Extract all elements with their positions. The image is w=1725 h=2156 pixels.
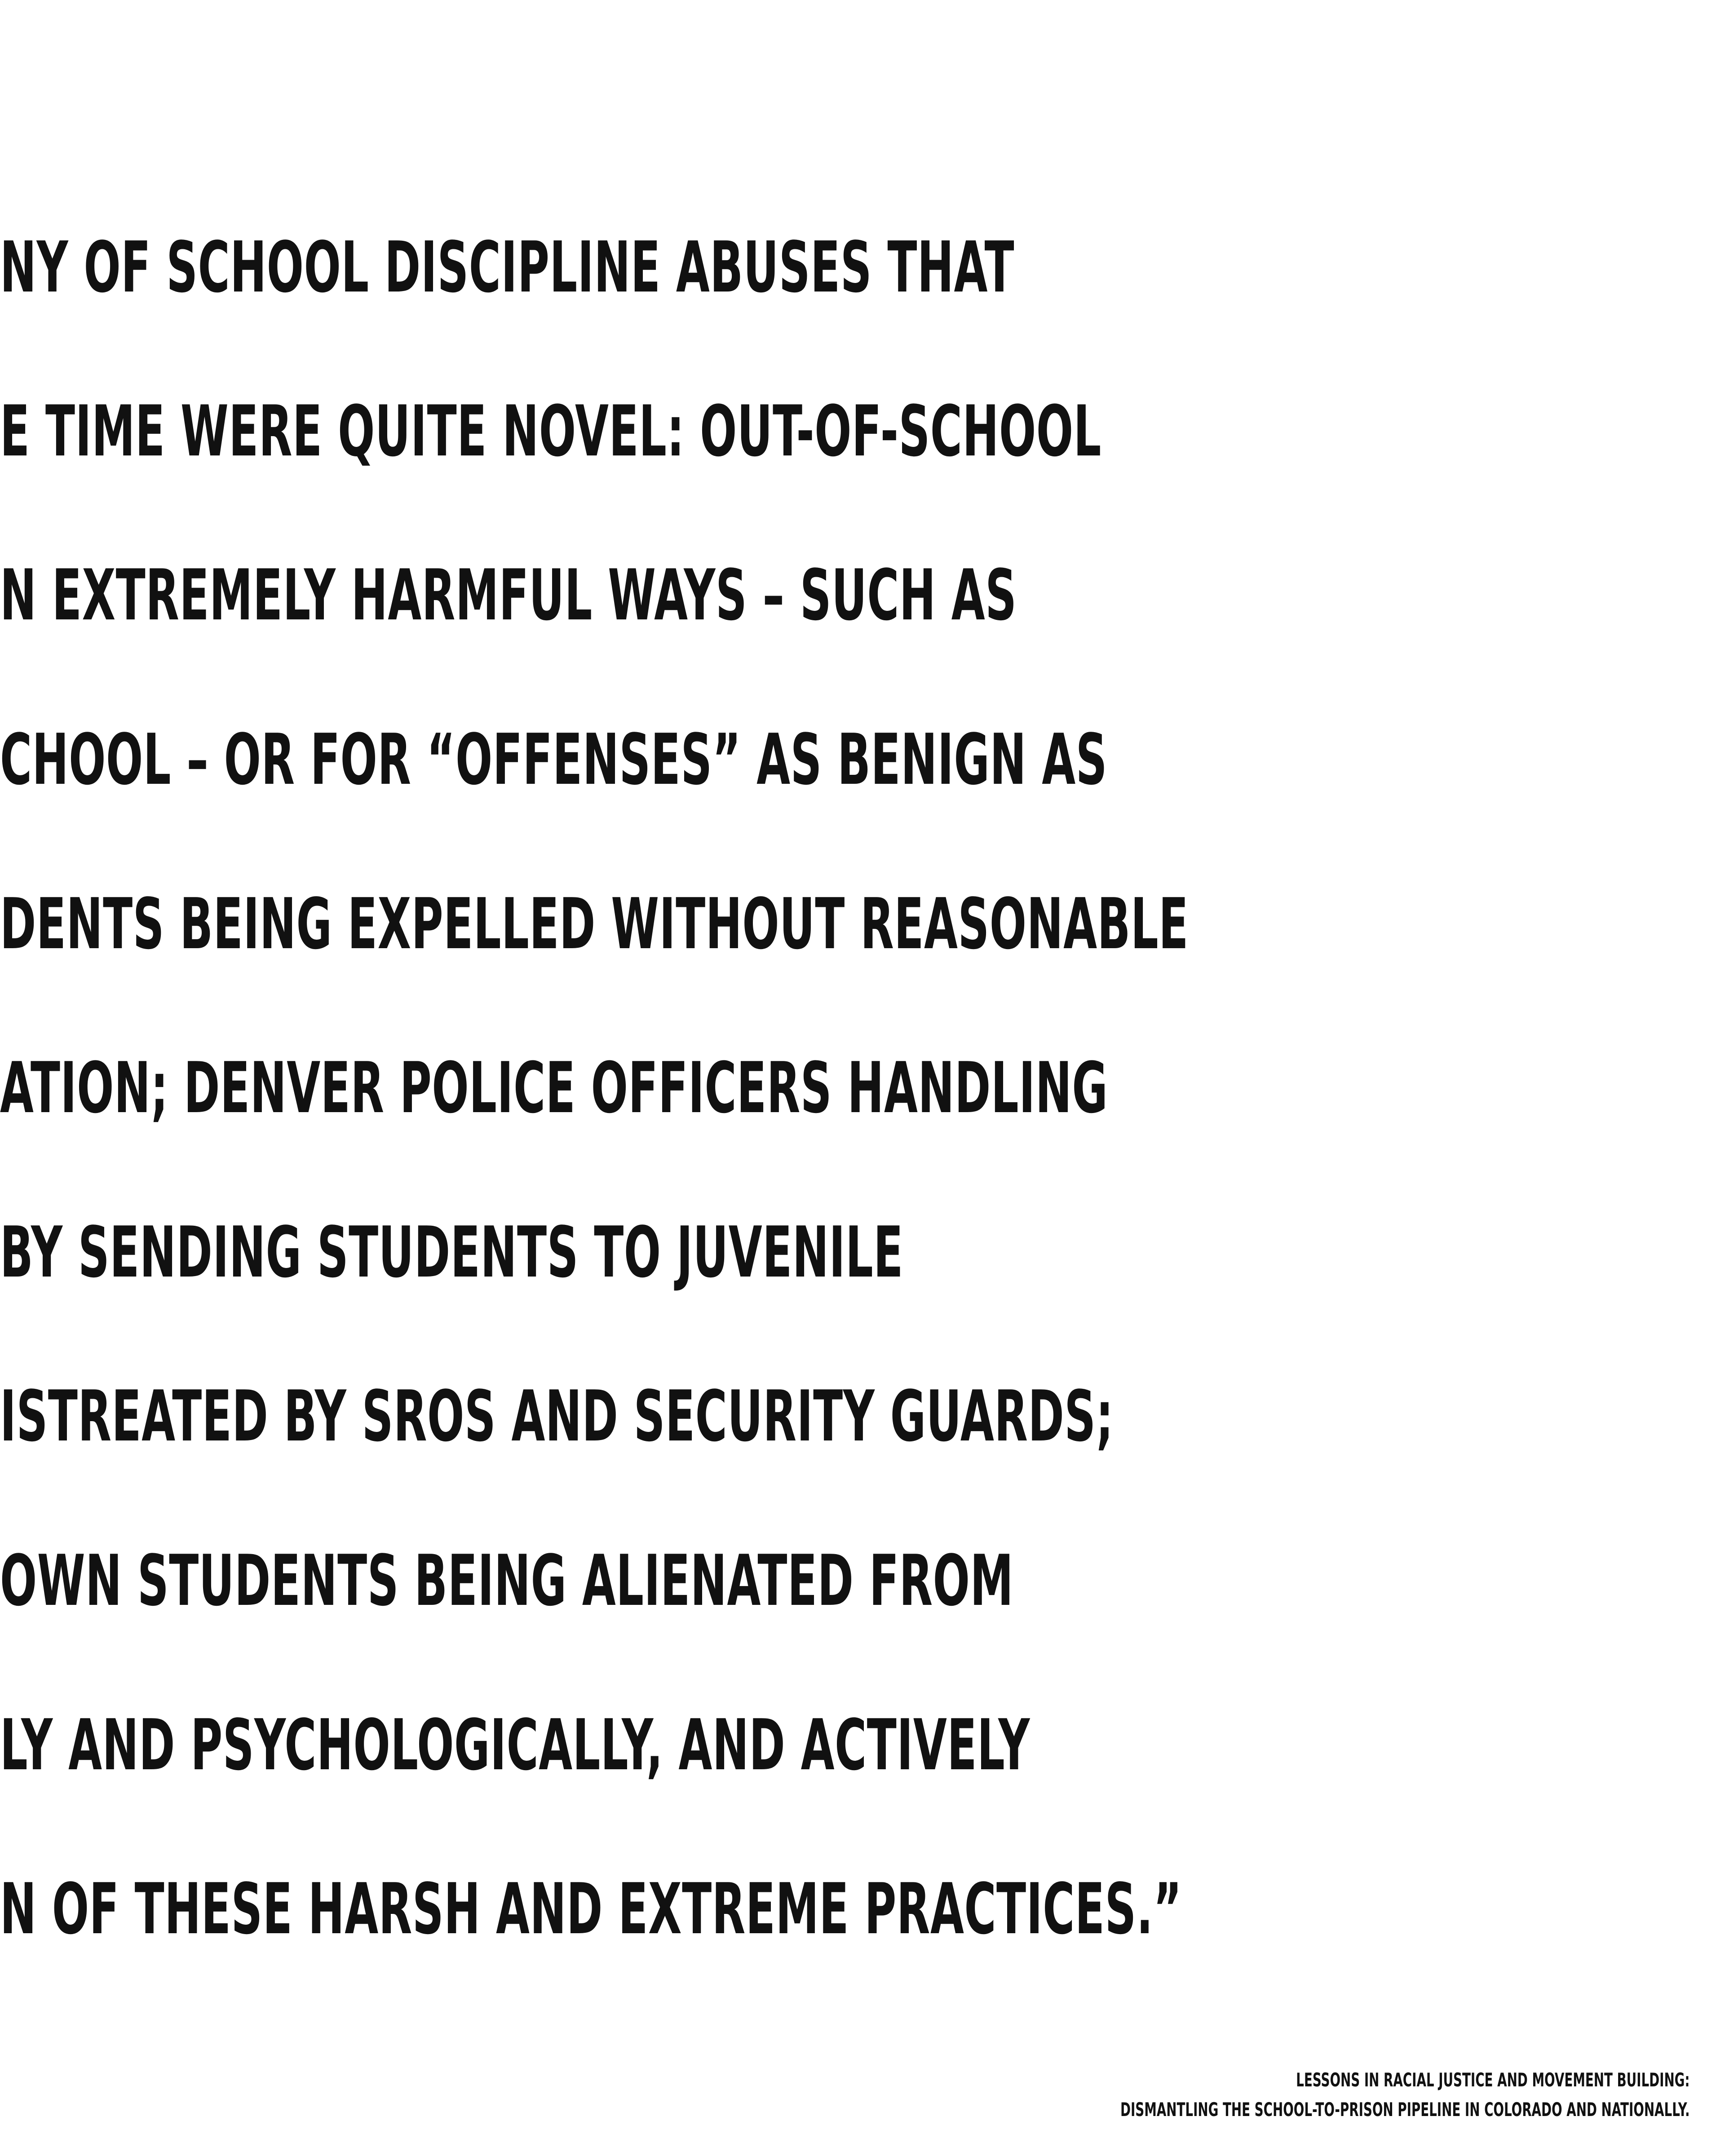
quote-line: DENTS BEING EXPELLED WITHOUT REASONABLE: [0, 883, 1189, 965]
footer-subtitle-line: DISMANTLING THE SCHOOL-TO-PRISON PIPELINE IN COLORADO AND NATIONALLY.: [1120, 2099, 1690, 2121]
running-footer: [827, 2065, 1690, 2125]
quote-line: NY OF SCHOOL DISCIPLINE ABUSES THAT: [0, 226, 1015, 308]
quote-line: E TIME WERE QUITE NOVEL: OUT-OF-SCHOOL: [0, 390, 1101, 472]
quote-line: ATION; DENVER POLICE OFFICERS HANDLING: [0, 1047, 1108, 1129]
quote-line: OWN STUDENTS BEING ALIENATED FROM: [0, 1540, 1014, 1621]
footer-title-line: LESSONS IN RACIAL JUSTICE AND MOVEMENT BUILDING:: [1296, 2069, 1690, 2091]
quote-line: ISTREATED BY SROS AND SECURITY GUARDS;: [0, 1375, 1114, 1457]
quote-line: BY SENDING STUDENTS TO JUVENILE: [0, 1211, 904, 1293]
quote-line: N EXTREMELY HARMFUL WAYS – SUCH AS: [0, 554, 1017, 636]
quote-line: N OF THESE HARSH AND EXTREME PRACTICES.”: [0, 1868, 1182, 1950]
quote-line: CHOOL – OR FOR “OFFENSES” AS BENIGN AS: [0, 719, 1108, 800]
quote-line: LY AND PSYCHOLOGICALLY, AND ACTIVELY: [0, 1704, 1030, 1786]
